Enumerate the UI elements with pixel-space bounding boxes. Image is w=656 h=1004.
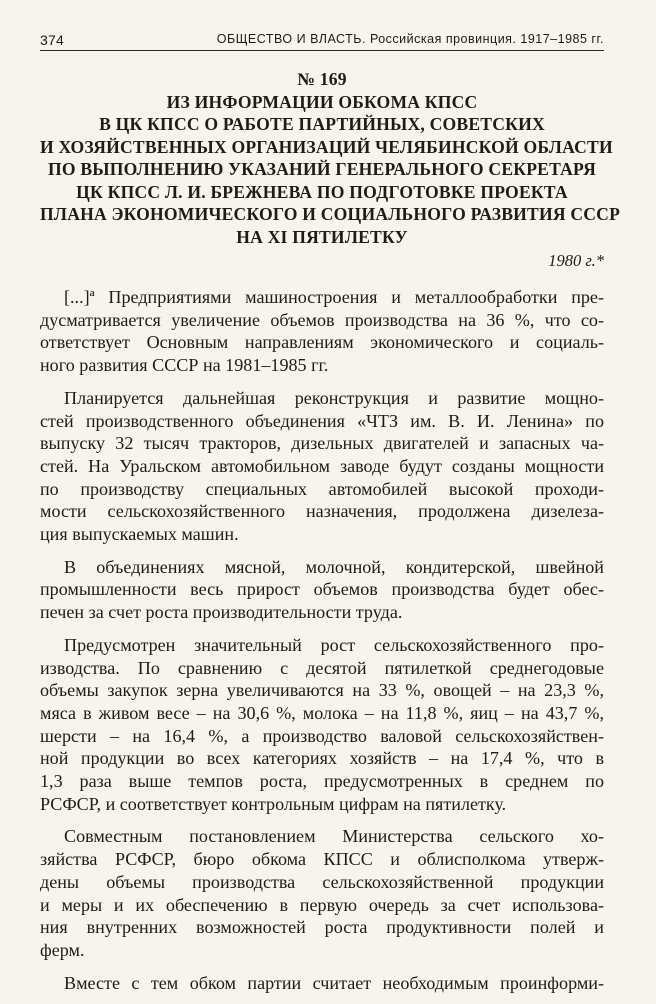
document-date: 1980 г.* <box>548 251 604 270</box>
title-line: НА XI ПЯТИЛЕТКУ <box>236 226 408 247</box>
title-line: В ЦК КПСС О РАБОТЕ ПАРТИЙНЫХ, СОВЕТСКИХ <box>99 114 545 134</box>
page-header <box>40 28 604 51</box>
paragraph <box>40 387 604 546</box>
paragraph-line: ния внутренних возможностей роста продуктивности полей и <box>40 917 604 938</box>
paragraph-line: Совместным постановлением Министерства сельского хо- <box>64 826 604 847</box>
paragraph-line: 1,3 раза выше темпов роста, предусмотренных в среднем по <box>40 771 604 792</box>
title-line: ИЗ ИНФОРМАЦИИ ОБКОМА КПСС <box>166 91 478 112</box>
paragraph <box>40 634 604 816</box>
paragraph-line: ной продукции во всех категориях хозяйств – на 17,4 %, что в <box>40 748 604 769</box>
paragraph-line: В объединениях мясной, молочной, кондитерской, швейной <box>64 556 604 577</box>
document-number: № 169 <box>297 69 347 89</box>
running-head: ОБЩЕСТВО И ВЛАСТЬ. Российская провинция. 1917–1985 гг. <box>216 32 604 46</box>
paragraph-line: зяйства РСФСР, бюро обкома КПСС и облисполкома утверж- <box>40 849 604 870</box>
paragraph-line: стей. На Уральском автомобильном заводе будут созданы мощности <box>40 455 604 476</box>
paragraph-line: ферм. <box>40 939 85 960</box>
document-title <box>40 68 621 248</box>
paragraph-line: печен за счет роста производительности труда. <box>40 602 403 623</box>
paragraph-line: мости сельскохозяйственного назначения, продолжена дизелеза- <box>40 501 604 522</box>
paragraph-line: дены объемы производства сельскохозяйственной продукции <box>40 871 604 892</box>
title-line: И ХОЗЯЙСТВЕННЫХ ОРГАНИЗАЦИЙ ЧЕЛЯБИНСКОЙ ОБЛАСТИ <box>40 136 613 157</box>
title-line: ПЛАНА ЭКОНОМИЧЕСКОГО И СОЦИАЛЬНОГО РАЗВИТИЯ СССР <box>40 204 621 224</box>
document-body <box>40 286 604 1004</box>
paragraph-line: [...]ª Предприятиями машиностроения и металлообработки пре- <box>64 287 604 307</box>
paragraph-line: РСФСР, и соответствует контрольным цифрам на пятилетку. <box>40 793 507 814</box>
paragraph-line: выпуску 32 тысяч тракторов, дизельных двигателей и запасных ча- <box>40 433 604 454</box>
paragraph-line: по производству специальных автомобилей высокой проходи- <box>40 478 604 499</box>
paragraph-line: шерсти – на 16,4 %, а производство валовой сельскохозяйствен- <box>40 725 604 746</box>
paragraph-line: дусматривается увеличение объемов производства на 36 %, что со- <box>40 309 604 330</box>
paragraph-line: промышленности весь прирост объемов производства будет обес- <box>40 579 604 600</box>
paragraph-line: изводства. По сравнению с десятой пятилеткой среднегодовые <box>40 657 604 678</box>
paragraph-line: ция выпускаемых машин. <box>40 524 239 545</box>
paragraph <box>40 286 604 377</box>
paragraph-line: Планируется дальнейшая реконструкция и развитие мощно- <box>64 387 604 408</box>
title-line: ПО ВЫПОЛНЕНИЮ УКАЗАНИЙ ГЕНЕРАЛЬНОГО СЕКРЕТАРЯ <box>47 159 597 179</box>
paragraph-line: Вместе с тем обком партии считает необходимым проинформи- <box>64 972 604 993</box>
paragraph-line: мяса в живом весе – на 30,6 %, молока – на 11,8 %, яиц – на 43,7 %, <box>40 702 604 723</box>
paragraph-line: стей производственного объединения «ЧТЗ им. В. И. Ленина» по <box>40 410 604 431</box>
paragraph <box>40 825 604 961</box>
paragraph-line: ответствует Основным направлениям экономического и социаль- <box>40 332 604 353</box>
paragraph-line: ного развития СССР на 1981–1985 гг. <box>40 355 329 376</box>
paragraph-line: Предусмотрен значительный рост сельскохозяйственного про- <box>64 634 604 655</box>
paragraph <box>40 556 604 624</box>
page-number: 374 <box>40 32 64 48</box>
paragraph-line: объемы закупок зерна увеличиваются на 33 %, овощей – на 23,3 %, <box>40 680 604 701</box>
title-line: ЦК КПСС Л. И. БРЕЖНЕВА ПО ПОДГОТОВКЕ ПРОЕКТА <box>76 181 568 202</box>
paragraph <box>40 972 604 995</box>
paragraph-line: и меры и их обеспечению в первую очередь за счет использова- <box>40 894 604 915</box>
